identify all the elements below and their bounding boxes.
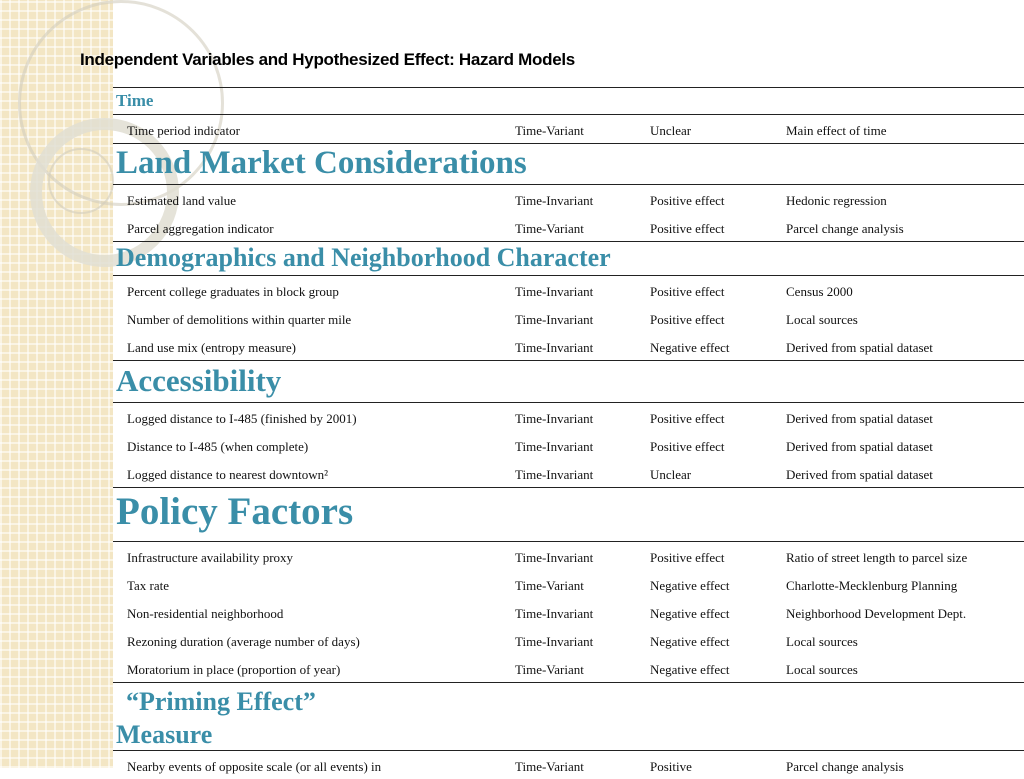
time-type-cell: Time-Variant: [515, 578, 584, 593]
decorative-side-strip: [0, 0, 113, 768]
source-cell: Local sources: [786, 662, 858, 677]
section-rows-priming-effect: [113, 750, 1024, 779]
time-type-cell: Time-Invariant: [515, 439, 594, 454]
table-row: [113, 654, 1024, 682]
variable-cell: Tax rate: [127, 578, 170, 593]
section-heading-label: Time: [116, 91, 154, 110]
effect-cell: Positive effect: [650, 193, 725, 208]
source-cell: Main effect of time: [786, 123, 887, 138]
effect-cell: Positive effect: [650, 221, 725, 236]
source-cell: Parcel change analysis: [786, 221, 904, 236]
table-row: [113, 570, 1024, 598]
time-type-cell: Time-Invariant: [515, 467, 594, 482]
effect-cell: Unclear: [650, 123, 692, 138]
variable-cell: Percent college graduates in block group: [127, 284, 339, 299]
section-heading-label: Policy Factors: [116, 490, 354, 533]
time-type-cell: Time-Variant: [515, 662, 584, 677]
effect-cell: Unclear: [650, 467, 692, 482]
variable-cell: Time period indicator: [127, 123, 240, 138]
table-row: [113, 751, 1024, 779]
section-heading-label: Land Market Considerations: [116, 145, 527, 181]
time-type-cell: Time-Invariant: [515, 634, 594, 649]
source-cell: Hedonic regression: [786, 193, 887, 208]
section-rows-land-market: [113, 184, 1024, 241]
table-row: [113, 542, 1024, 570]
section-rows-accessibility: [113, 402, 1024, 487]
variable-cell: Land use mix (entropy measure): [127, 340, 296, 355]
section-heading-accessibility: [113, 360, 1024, 402]
section-heading-label: Demographics and Neighborhood Character: [116, 243, 611, 272]
table-row: [113, 626, 1024, 654]
effect-cell: Negative effect: [650, 606, 730, 621]
variable-cell: Logged distance to nearest downtown²: [127, 467, 329, 482]
section-rows-demographics: [113, 275, 1024, 360]
time-type-cell: Time-Invariant: [515, 550, 594, 565]
effect-cell: Positive effect: [650, 550, 725, 565]
time-type-cell: Time-Invariant: [515, 411, 594, 426]
variable-cell: Rezoning duration (average number of days): [127, 634, 360, 649]
variable-cell: Estimated land value: [127, 193, 237, 208]
table-row: [113, 213, 1024, 241]
source-cell: Charlotte-Mecklenburg Planning: [786, 578, 958, 593]
effect-cell: Positive: [650, 759, 692, 774]
effect-cell: Negative effect: [650, 662, 730, 677]
effect-cell: Positive effect: [650, 439, 725, 454]
section-heading-label: Accessibility: [116, 363, 282, 398]
table-row: [113, 115, 1024, 143]
section-heading-demographics: [113, 241, 1024, 275]
variable-cell: Nearby events of opposite scale (or all events) in: [127, 759, 382, 774]
time-type-cell: Time-Invariant: [515, 284, 594, 299]
time-type-cell: Time-Invariant: [515, 340, 594, 355]
source-cell: Derived from spatial dataset: [786, 340, 933, 355]
effect-cell: Positive effect: [650, 312, 725, 327]
section-heading-label: Measure: [116, 720, 213, 749]
slide-title: Independent Variables and Hypothesized Effect: Hazard Models: [80, 50, 575, 69]
effect-cell: Positive effect: [650, 284, 725, 299]
table-row: [113, 403, 1024, 431]
table-row: [113, 332, 1024, 360]
variable-cell: Distance to I-485 (when complete): [127, 439, 309, 454]
table-row: [113, 276, 1024, 304]
source-cell: Derived from spatial dataset: [786, 439, 933, 454]
source-cell: Local sources: [786, 634, 858, 649]
table-row: [113, 459, 1024, 487]
variable-cell: Infrastructure availability proxy: [127, 550, 294, 565]
time-type-cell: Time-Invariant: [515, 606, 594, 621]
table-row: [113, 304, 1024, 332]
source-cell: Neighborhood Development Dept.: [786, 606, 967, 621]
effect-cell: Negative effect: [650, 634, 730, 649]
table-row: [113, 431, 1024, 459]
table-row: [113, 598, 1024, 626]
effect-cell: Positive effect: [650, 411, 725, 426]
section-heading-label: “Priming Effect”: [126, 687, 316, 716]
variable-cell: Parcel aggregation indicator: [127, 221, 274, 236]
source-cell: Local sources: [786, 312, 858, 327]
variables-table: [113, 87, 1024, 779]
time-type-cell: Time-Variant: [515, 221, 584, 236]
section-heading-priming-effect: [113, 682, 1024, 750]
time-type-cell: Time-Invariant: [515, 312, 594, 327]
source-cell: Ratio of street length to parcel size: [786, 550, 968, 565]
variable-cell: Non-residential neighborhood: [127, 606, 284, 621]
source-cell: Derived from spatial dataset: [786, 467, 933, 482]
source-cell: Census 2000: [786, 284, 853, 299]
time-type-cell: Time-Variant: [515, 759, 584, 774]
effect-cell: Negative effect: [650, 340, 730, 355]
time-type-cell: Time-Variant: [515, 123, 584, 138]
table-row: [113, 185, 1024, 213]
section-rows-time: [113, 114, 1024, 143]
section-heading-time: [113, 87, 1024, 114]
effect-cell: Negative effect: [650, 578, 730, 593]
variable-cell: Logged distance to I-485 (finished by 2001): [127, 411, 357, 426]
source-cell: Parcel change analysis: [786, 759, 904, 774]
source-cell: Derived from spatial dataset: [786, 411, 933, 426]
section-heading-policy-factors: [113, 487, 1024, 541]
variable-cell: Moratorium in place (proportion of year): [127, 662, 341, 677]
time-type-cell: Time-Invariant: [515, 193, 594, 208]
variable-cell: Number of demolitions within quarter mile: [127, 312, 352, 327]
section-heading-land-market: [113, 143, 1024, 184]
section-rows-policy-factors: [113, 541, 1024, 682]
